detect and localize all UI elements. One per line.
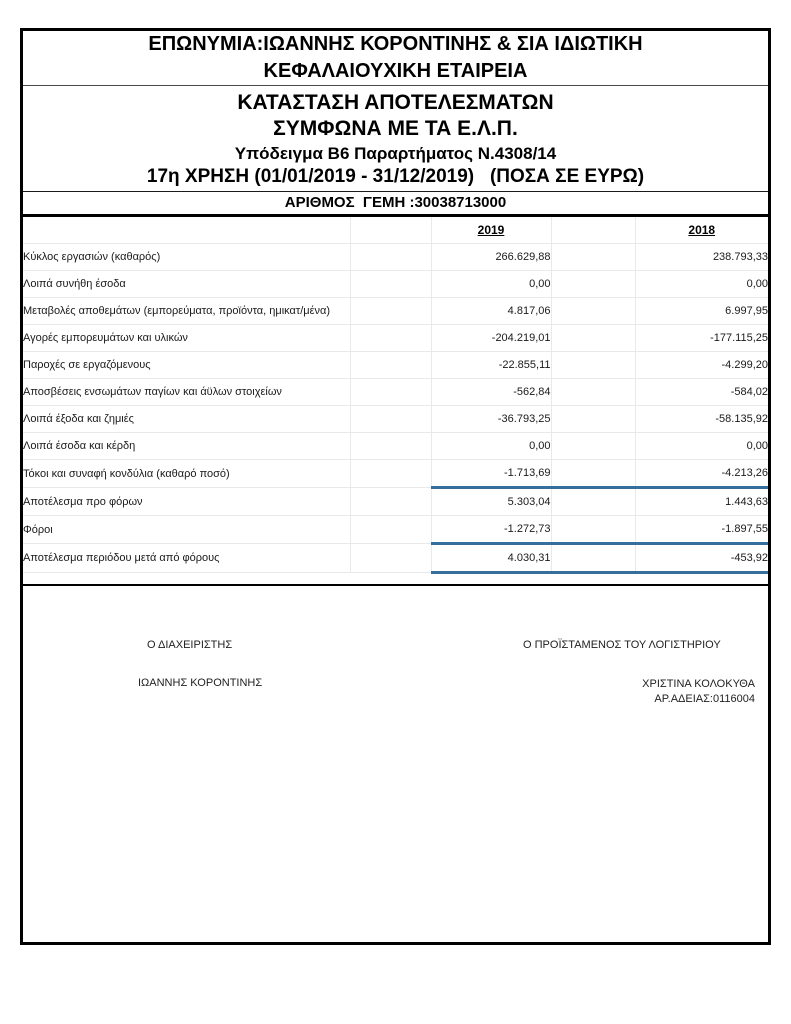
row-label: Αποτέλεσμα προ φόρων xyxy=(23,488,350,516)
value-2018: 238.793,33 xyxy=(635,244,768,271)
value-2018: -4.213,26 xyxy=(635,460,768,488)
value-2019: 0,00 xyxy=(431,271,551,298)
value-2019: 4.030,31 xyxy=(431,544,551,573)
value-2019: 5.303,04 xyxy=(431,488,551,516)
statement-sheet xyxy=(20,28,771,945)
table-row xyxy=(23,352,768,379)
table-row xyxy=(23,544,768,573)
table-row xyxy=(23,406,768,433)
table-row xyxy=(23,433,768,460)
column-header-2019: 2019 xyxy=(477,223,505,237)
signatures-section xyxy=(23,586,768,926)
value-2018: -584,02 xyxy=(635,379,768,406)
value-2019: -22.855,11 xyxy=(431,352,551,379)
manager-name: ΙΩΑΝΝΗΣ ΚΟΡΟΝΤΙΝΗΣ xyxy=(138,677,263,689)
table-row xyxy=(23,244,768,271)
table-row xyxy=(23,516,768,544)
value-2019: -562,84 xyxy=(431,379,551,406)
row-label: Αποτέλεσμα περιόδου μετά από φόρους xyxy=(23,544,350,573)
row-label: Μεταβολές αποθεμάτων (εμπορεύματα, προϊόντα, ημικατ/μένα) xyxy=(23,298,350,325)
company-name-line1: ΕΠΩΝΥΜΙΑ:ΙΩΑΝΝΗΣ ΚΟΡΟΝΤΙΝΗΣ & ΣΙΑ ΙΔΙΩΤΙΚΗ xyxy=(148,33,643,55)
manager-title: Ο ΔΙΑΧΕΙΡΙΣΤΗΣ xyxy=(147,639,233,651)
column-header-2018: 2018 xyxy=(688,223,716,237)
accountant-license: ΑΡ.ΑΔΕΙΑΣ:0116004 xyxy=(654,693,755,705)
statement-subtitle: ΣΥΜΦΩΝΑ ΜΕ ΤΑ Ε.Λ.Π. xyxy=(273,117,518,140)
row-label: Λοιπά έσοδα και κέρδη xyxy=(23,433,350,460)
value-2019: -36.793,25 xyxy=(431,406,551,433)
value-2018: 1.443,63 xyxy=(635,488,768,516)
table-header-row xyxy=(23,217,768,244)
statement-titles xyxy=(23,86,768,192)
value-2018: 0,00 xyxy=(635,271,768,298)
row-label: Αποσβέσεις ενσωμάτων παγίων και άϋλων στοιχείων xyxy=(23,379,350,406)
template-reference: Υπόδειγμα Β6 Παραρτήματος Ν.4308/14 xyxy=(234,144,557,163)
company-header xyxy=(23,31,768,86)
row-label: Λοιπά συνήθη έσοδα xyxy=(23,271,350,298)
row-label: Παροχές σε εργαζόμενους xyxy=(23,352,350,379)
value-2018: 6.997,95 xyxy=(635,298,768,325)
accountant-name: ΧΡΙΣΤΙΝΑ ΚΟΛΟΚΥΘΑ xyxy=(642,678,755,690)
value-2018: -453,92 xyxy=(635,544,768,573)
income-statement-table xyxy=(23,217,768,574)
table-row xyxy=(23,460,768,488)
gemi-number-line: ΑΡΙΘΜΟΣ ΓΕΜΗ :30038713000 xyxy=(23,192,768,217)
table-row xyxy=(23,488,768,516)
row-label: Λοιπά έξοδα και ζημιές xyxy=(23,406,350,433)
row-label: Αγορές εμπορευμάτων και υλικών xyxy=(23,325,350,352)
value-2018: -58.135,92 xyxy=(635,406,768,433)
table-row xyxy=(23,325,768,352)
row-label: Φόροι xyxy=(23,516,350,544)
company-name-line2: ΚΕΦΑΛΑΙΟΥΧΙΚΗ ΕΤΑΙΡΕΙΑ xyxy=(263,60,528,82)
accounting-head-title: Ο ΠΡΟΪΣΤΑΜΕΝΟΣ ΤΟΥ ΛΟΓΙΣΤΗΡΙΟΥ xyxy=(523,639,721,651)
row-label: Κύκλος εργασιών (καθαρός) xyxy=(23,244,350,271)
accountant-block xyxy=(642,677,755,707)
value-2019: -1.272,73 xyxy=(431,516,551,544)
value-2019: 4.817,06 xyxy=(431,298,551,325)
table-row xyxy=(23,298,768,325)
value-2018: -177.115,25 xyxy=(635,325,768,352)
statement-title: ΚΑΤΑΣΤΑΣΗ ΑΠΟΤΕΛΕΣΜΑΤΩΝ xyxy=(237,91,554,114)
value-2019: -204.219,01 xyxy=(431,325,551,352)
fiscal-year-line: 17η ΧΡΗΣΗ (01/01/2019 - 31/12/2019) (ΠΟΣΑ ΣΕ ΕΥΡΩ) xyxy=(146,166,645,187)
value-2019: 266.629,88 xyxy=(431,244,551,271)
value-2018: -4.299,20 xyxy=(635,352,768,379)
table-row xyxy=(23,379,768,406)
value-2019: 0,00 xyxy=(431,433,551,460)
row-label: Τόκοι και συναφή κονδύλια (καθαρό ποσό) xyxy=(23,460,350,488)
value-2018: 0,00 xyxy=(635,433,768,460)
value-2019: -1.713,69 xyxy=(431,460,551,488)
table-row xyxy=(23,271,768,298)
value-2018: -1.897,55 xyxy=(635,516,768,544)
